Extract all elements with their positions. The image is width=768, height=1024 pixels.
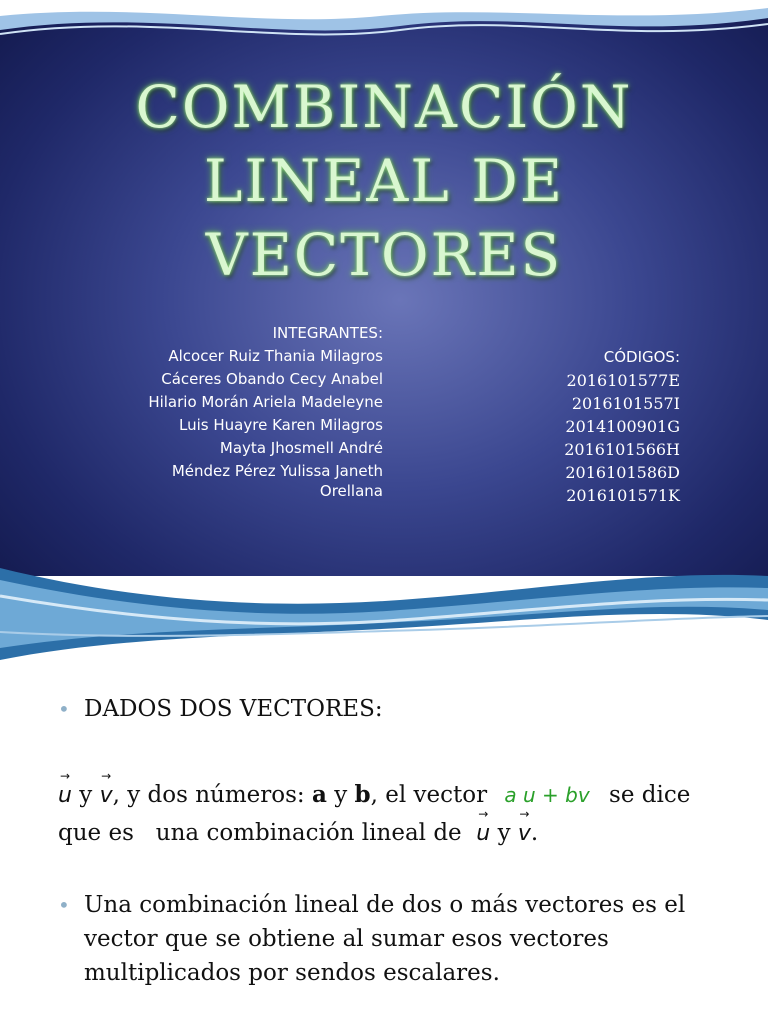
member-name-continuation: Orellana bbox=[319, 482, 383, 500]
vector-u: → u bbox=[58, 769, 72, 808]
para-text-1: , y dos números: bbox=[112, 782, 312, 808]
para-text-4: que es una combinación lineal de bbox=[58, 820, 462, 846]
para-text-3: se dice bbox=[609, 782, 691, 808]
bullet-text: Una combinación lineal de dos o más vectores es el vector que se obtiene al sumar esos vectores multiplicados por sendos escalares. bbox=[84, 892, 686, 986]
member-code: 2016101566H bbox=[564, 440, 680, 459]
member-name: Hilario Morán Ariela Madeleyne bbox=[148, 393, 383, 411]
bullet-dot-icon: • bbox=[58, 893, 70, 917]
para-text-2: , el vector bbox=[370, 782, 488, 808]
codes-header: CÓDIGOS: bbox=[603, 348, 680, 366]
member-code: 2016101586D bbox=[565, 463, 680, 482]
member-code: 2016101571K bbox=[566, 486, 680, 505]
slide-title bbox=[0, 70, 768, 292]
vector-u-2: → u bbox=[476, 807, 491, 846]
member-code: 2014100901G bbox=[565, 417, 680, 436]
title-line-3: VECTORES bbox=[205, 221, 563, 289]
vector-v-2: → v bbox=[517, 807, 531, 846]
member-name: Méndez Pérez Yulissa Janeth bbox=[171, 462, 383, 480]
member-code: 2016101577E bbox=[566, 371, 680, 390]
top-wave-decoration bbox=[0, 0, 768, 60]
definition-paragraph bbox=[58, 769, 758, 850]
member-name: Luis Huayre Karen Milagros bbox=[179, 416, 383, 434]
member-code: 2016101557I bbox=[571, 394, 680, 413]
codes-list bbox=[564, 346, 680, 507]
member-name: Mayta Jhosmell André bbox=[219, 439, 383, 457]
scalar-a: a bbox=[311, 781, 327, 808]
para-y: y bbox=[326, 782, 355, 808]
content-slide bbox=[0, 576, 768, 1024]
title-line-1: COMBINACIÓN bbox=[135, 73, 633, 141]
members-list bbox=[148, 322, 383, 499]
bullet-dados-dos-vectores bbox=[58, 692, 748, 726]
member-name: Cáceres Obando Cecy Anabel bbox=[161, 370, 383, 388]
conjunction-y: y bbox=[79, 782, 93, 808]
title-line-2: LINEAL DE bbox=[203, 147, 565, 215]
integrantes-header: INTEGRANTES: bbox=[272, 324, 383, 342]
vector-v: → v bbox=[99, 769, 113, 808]
bullet-text: DADOS DOS VECTORES: bbox=[84, 696, 383, 722]
conjunction-y-2: y bbox=[497, 820, 511, 846]
linear-combination-expression: a u + bv bbox=[504, 783, 590, 807]
bullet-dot-icon: • bbox=[58, 697, 70, 721]
member-name: Alcocer Ruiz Thania Milagros bbox=[168, 347, 383, 365]
para-end: . bbox=[530, 820, 539, 846]
scalar-b: b bbox=[354, 781, 371, 808]
bullet-definition bbox=[58, 888, 748, 990]
